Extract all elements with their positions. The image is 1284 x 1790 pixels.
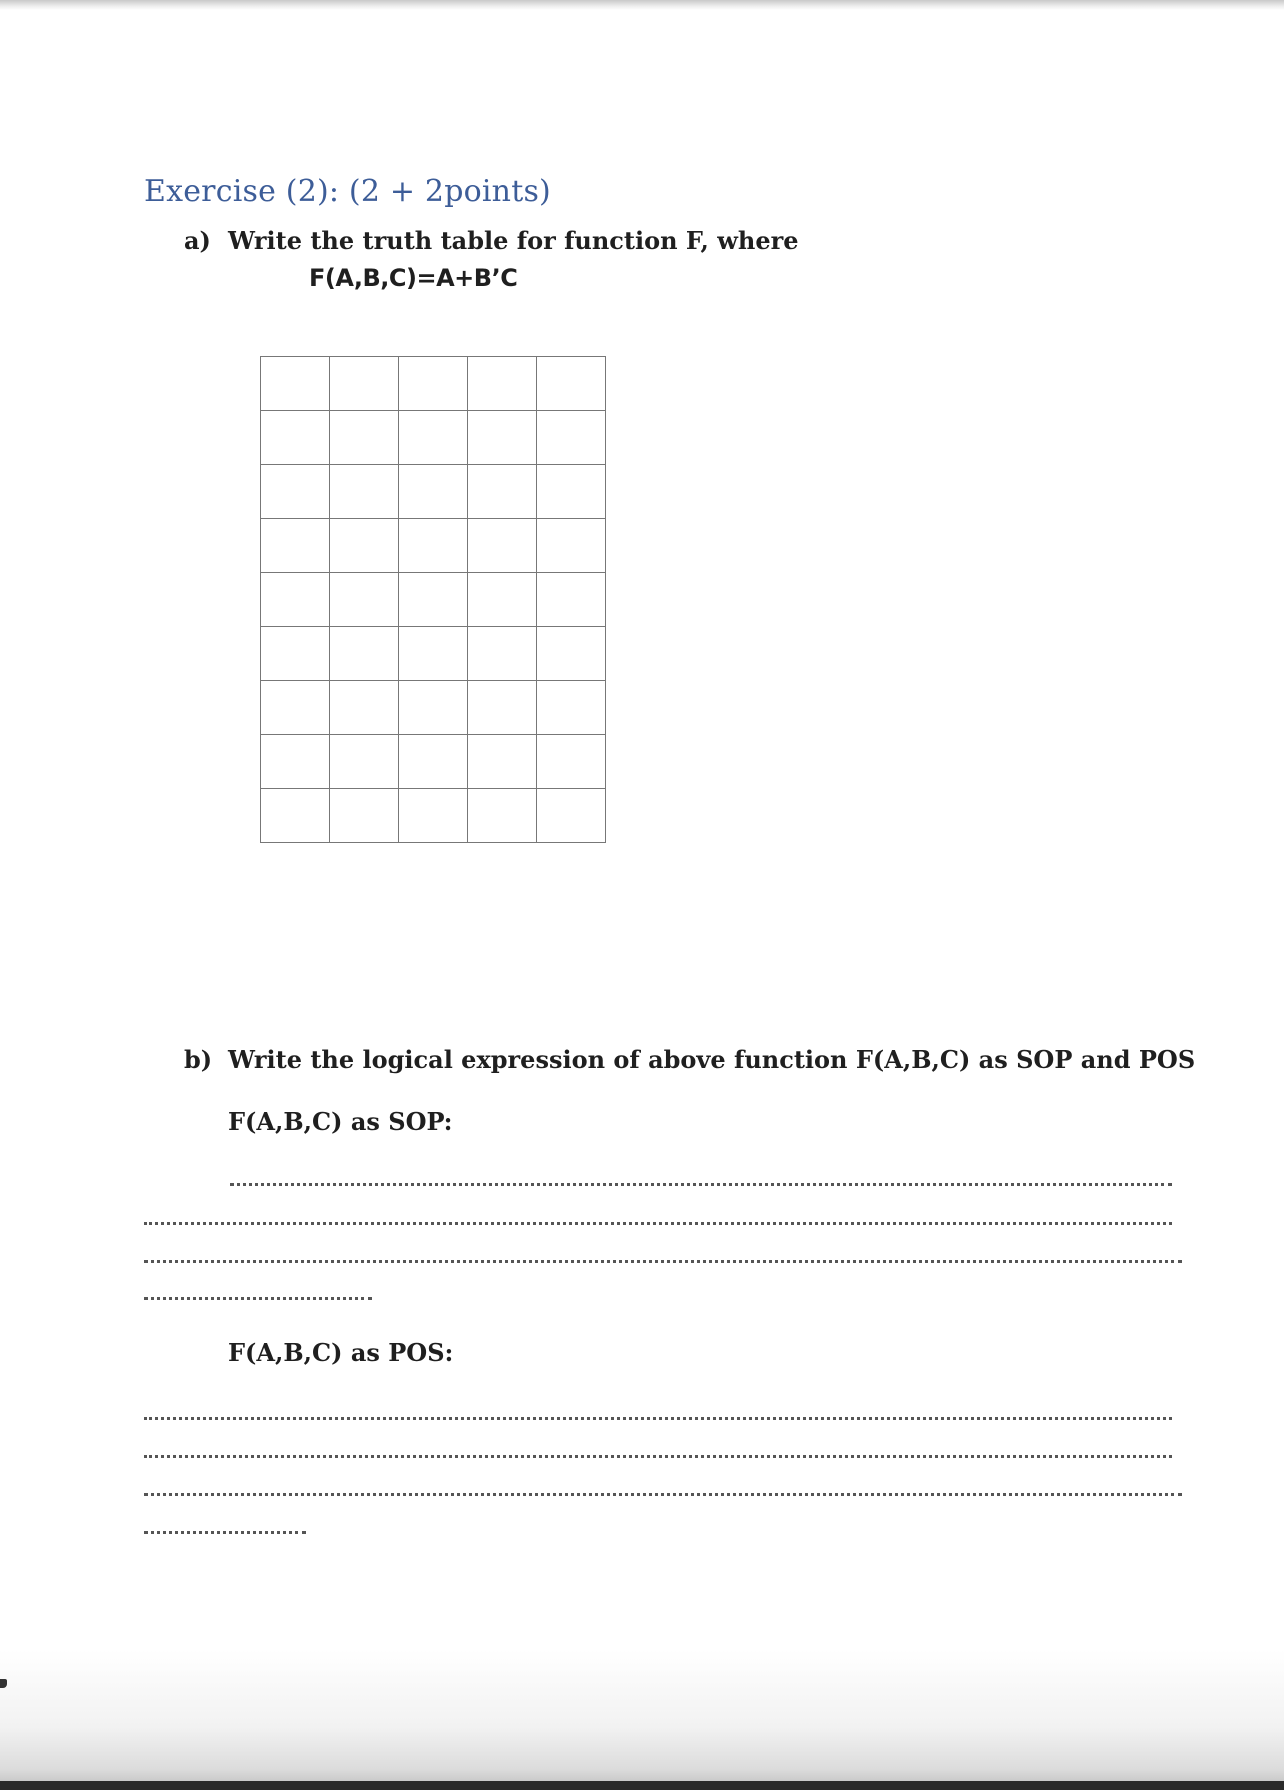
truth-table-grid [260,356,606,843]
truth-table-cell[interactable] [537,681,606,735]
truth-table-cell[interactable] [261,411,330,465]
pos-answer-line-3[interactable] [144,1493,1182,1496]
edge-mark [0,1679,7,1688]
page-bottom-shadow [0,1650,1284,1790]
pos-label: F(A,B,C) as POS: [228,1338,454,1367]
truth-table-cell[interactable] [399,465,468,519]
truth-table-body [261,357,606,843]
truth-table-row [261,789,606,843]
truth-table-cell[interactable] [330,789,399,843]
truth-table-cell[interactable] [330,627,399,681]
sop-answer-line-4[interactable] [144,1297,372,1300]
truth-table-cell[interactable] [330,357,399,411]
sop-answer-line-3[interactable] [144,1260,1182,1263]
truth-table-row [261,681,606,735]
truth-table-cell[interactable] [330,573,399,627]
truth-table-cell[interactable] [537,519,606,573]
page-top-edge [0,0,1284,10]
truth-table-cell[interactable] [399,411,468,465]
truth-table-cell[interactable] [261,789,330,843]
truth-table-cell[interactable] [399,681,468,735]
part-b-label: b) [184,1045,213,1074]
part-a-instruction: Write the truth table for function F, where [228,226,799,255]
truth-table-cell[interactable] [261,735,330,789]
sop-answer-line-1[interactable] [230,1183,1172,1186]
truth-table-cell[interactable] [468,465,537,519]
part-a-label: a) [184,226,211,255]
truth-table-cell[interactable] [537,465,606,519]
exercise-title: Exercise (2): (2 + 2points) [144,174,551,209]
truth-table-cell[interactable] [399,573,468,627]
truth-table-cell[interactable] [330,411,399,465]
sop-label: F(A,B,C) as SOP: [228,1107,453,1136]
truth-table-cell[interactable] [537,627,606,681]
truth-table-row [261,411,606,465]
truth-table-cell[interactable] [261,573,330,627]
truth-table-cell[interactable] [399,519,468,573]
pos-answer-line-4[interactable] [144,1531,306,1534]
truth-table-cell[interactable] [261,357,330,411]
truth-table-cell[interactable] [330,519,399,573]
sop-answer-line-2[interactable] [144,1222,1172,1225]
truth-table-cell[interactable] [468,357,537,411]
function-formula: F(A,B,C)=A+B’C [309,264,518,292]
truth-table-cell[interactable] [330,735,399,789]
pos-answer-line-1[interactable] [144,1417,1172,1420]
pos-answer-line-2[interactable] [144,1455,1172,1458]
truth-table-row [261,357,606,411]
truth-table-cell[interactable] [330,465,399,519]
truth-table-cell[interactable] [399,789,468,843]
truth-table-cell[interactable] [468,411,537,465]
truth-table-cell[interactable] [537,735,606,789]
truth-table-cell[interactable] [537,411,606,465]
truth-table-cell[interactable] [330,681,399,735]
truth-table-cell[interactable] [261,519,330,573]
truth-table-cell[interactable] [468,627,537,681]
truth-table-row [261,465,606,519]
truth-table-cell[interactable] [261,627,330,681]
truth-table-cell[interactable] [468,681,537,735]
truth-table-cell[interactable] [468,573,537,627]
truth-table-cell[interactable] [399,357,468,411]
truth-table-cell[interactable] [537,789,606,843]
truth-table-cell[interactable] [261,681,330,735]
truth-table-cell[interactable] [468,519,537,573]
part-b-instruction: Write the logical expression of above function F(A,B,C) as SOP and POS [228,1045,1196,1074]
page-bottom-bar [0,1781,1284,1790]
truth-table-cell[interactable] [537,573,606,627]
truth-table-cell[interactable] [261,465,330,519]
truth-table-cell[interactable] [537,357,606,411]
truth-table-cell[interactable] [399,627,468,681]
truth-table-cell[interactable] [468,735,537,789]
truth-table-row [261,627,606,681]
truth-table-row [261,519,606,573]
truth-table-row [261,573,606,627]
truth-table-cell[interactable] [468,789,537,843]
truth-table-cell[interactable] [399,735,468,789]
truth-table-row [261,735,606,789]
